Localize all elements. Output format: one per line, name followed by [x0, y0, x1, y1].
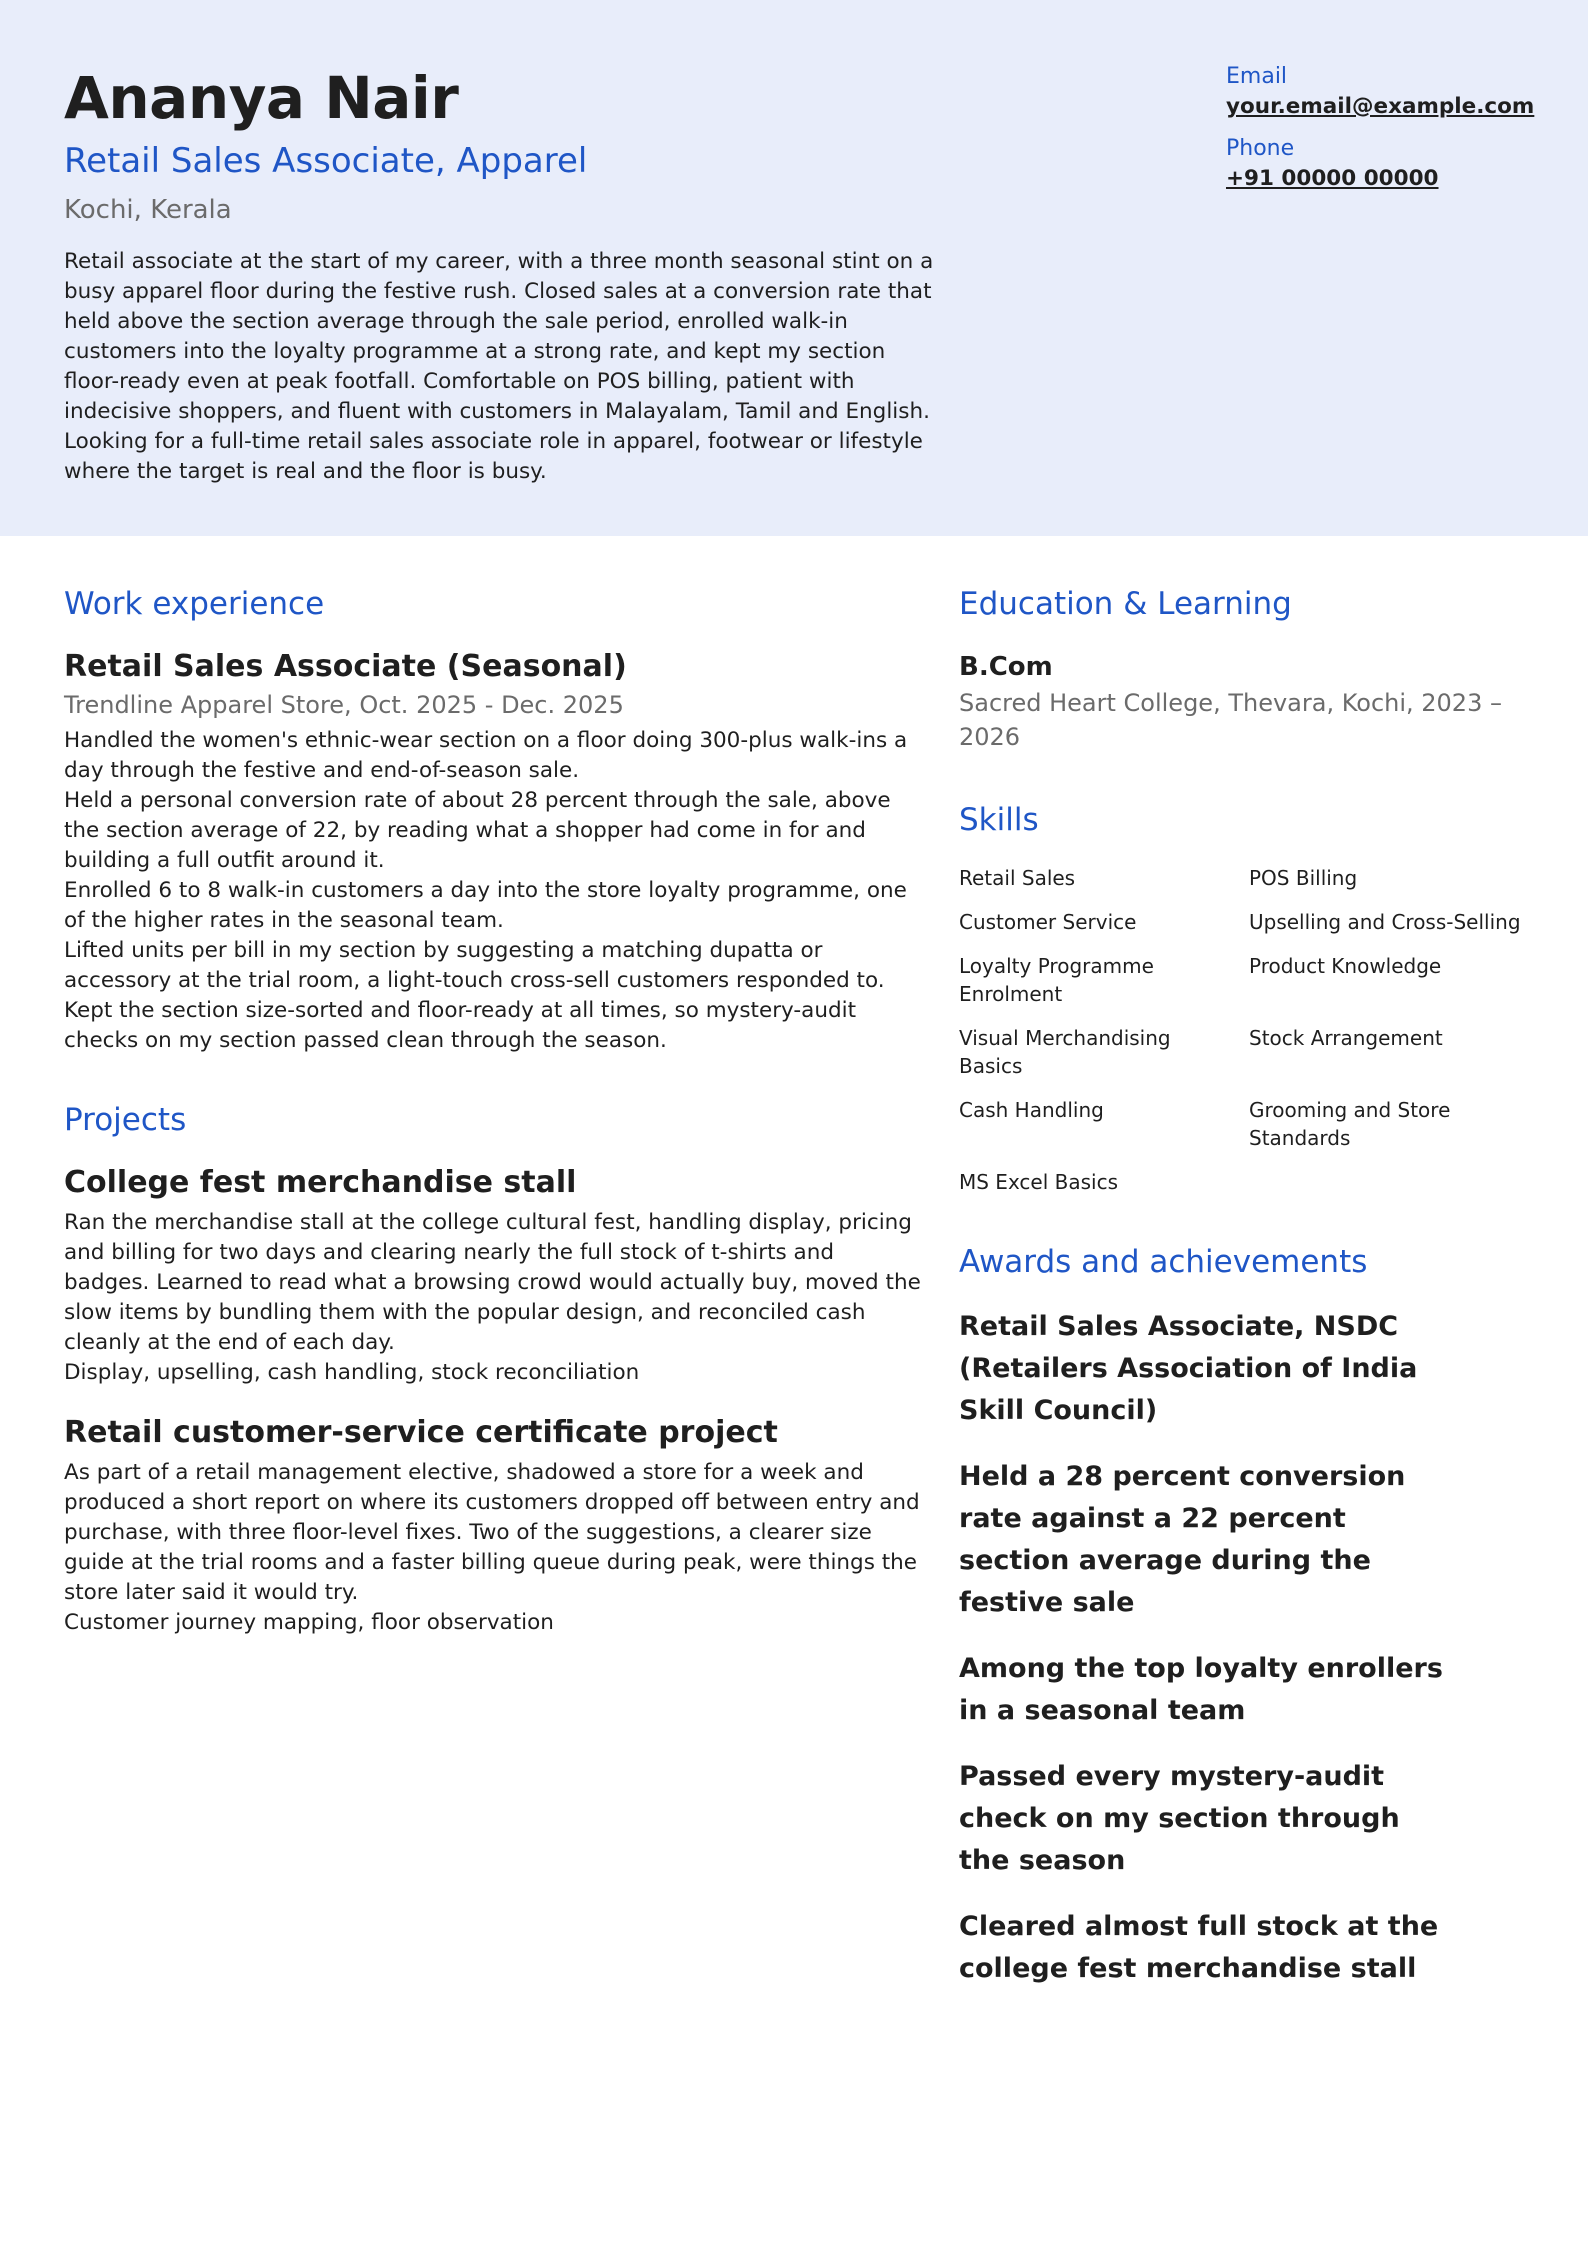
- contact-block: [1226, 62, 1566, 206]
- email-label: Email: [1226, 64, 1288, 89]
- email-group: [1226, 62, 1566, 122]
- list-item: Handled the women's ethnic-wear section on a floor doing 300-plus walk-ins a day through the festive and end-of-season sale.: [64, 728, 908, 783]
- project-skills: Display, upselling, cash handling, stock reconciliation: [64, 1360, 640, 1385]
- skill-item: POS Billing: [1249, 866, 1358, 890]
- email-link[interactable]: your.email@example.com: [1226, 94, 1535, 119]
- skill-item: Cash Handling: [959, 1098, 1104, 1122]
- awards-section: [959, 1238, 1559, 1990]
- list-item: Kept the section size-sorted and floor-ready at all times, so mystery-audit checks on my section passed clean through the season.: [64, 998, 857, 1053]
- resume-header: [0, 0, 1588, 536]
- skill-item: Grooming and Store Standards: [1249, 1098, 1451, 1150]
- phone-link[interactable]: +91 00000 00000: [1226, 166, 1439, 191]
- phone-label: Phone: [1226, 136, 1295, 161]
- job-title: Retail Sales Associate (Seasonal): [64, 649, 627, 684]
- list-item: Held a personal conversion rate of about 28 percent through the sale, above the section average of 22, by reading what a shopper had come in for and building a full outfit around it.: [64, 788, 891, 873]
- skill-item: Retail Sales: [959, 866, 1076, 890]
- skill-item: MS Excel Basics: [959, 1170, 1119, 1194]
- section-title-skills: Skills: [959, 802, 1039, 838]
- skill-item: Upselling and Cross-Selling: [1249, 910, 1521, 934]
- project-title: Retail customer-service certificate project: [64, 1415, 778, 1450]
- phone-group: [1226, 134, 1566, 194]
- skill-item: Stock Arrangement: [1249, 1026, 1443, 1050]
- section-title-work: Work experience: [64, 586, 325, 622]
- award-item: Held a 28 percent conversion rate against a 22 percent section average during the festive sale: [959, 1461, 1406, 1618]
- award-item: Passed every mystery-audit check on my section through the season: [959, 1761, 1400, 1876]
- right-column: [959, 580, 1559, 2014]
- work-experience-section: [64, 580, 924, 1056]
- projects-section: [64, 1096, 924, 1638]
- list-item: Enrolled 6 to 8 walk-in customers a day into the store loyalty programme, one of the higher rates in the seasonal team.: [64, 878, 907, 933]
- skill-item: Product Knowledge: [1249, 954, 1442, 978]
- skill-item: Loyalty Programme Enrolment: [959, 954, 1154, 1006]
- education-degree: B.Com: [959, 652, 1053, 682]
- job-bullets: [64, 726, 924, 1056]
- project-skills: Customer journey mapping, floor observation: [64, 1610, 554, 1635]
- list-item: Lifted units per bill in my section by suggesting a matching dupatta or accessory at the trial room, a light-touch cross-sell customers responded to.: [64, 938, 885, 993]
- candidate-location: Kochi, Kerala: [64, 195, 232, 225]
- profile-summary: Retail associate at the start of my career, with a three month seasonal stint on a busy apparel floor during the festive rush. Closed sales at a conversion rate that held above the section average through the sale period, enrolled walk-in customers into the loyalty programme at a strong rate, and kept my section floor-ready even at peak footfall. Comfortable on POS billing, patient with indecisive shoppers, and fluent with customers in Malayalam, Tamil and English. Looking for a full-time retail sales associate role in apparel, footwear or lifestyle where the target is real and the floor is busy.: [64, 249, 934, 484]
- project-item: [64, 1162, 924, 1388]
- job-company-dates: Trendline Apparel Store, Oct. 2025 - Dec. 2025: [64, 691, 624, 719]
- award-item: Among the top loyalty enrollers in a seasonal team: [959, 1653, 1443, 1726]
- education-section: [959, 580, 1559, 754]
- project-title: College fest merchandise stall: [64, 1165, 577, 1200]
- section-title-education: Education & Learning: [959, 586, 1292, 622]
- skills-grid: [959, 864, 1559, 1196]
- skill-item: Visual Merchandising Basics: [959, 1026, 1171, 1078]
- left-column: [64, 580, 924, 1638]
- award-item: Cleared almost full stock at the college fest merchandise stall: [959, 1911, 1439, 1984]
- project-description: Ran the merchandise stall at the college cultural fest, handling display, pricing and billing for two days and clearing nearly the full stock of t-shirts and badges. Learned to read what a browsing crowd would actually buy, moved the slow items by bundling them with the popular design, and reconciled cash cleanly at the end of each day.: [64, 1210, 921, 1355]
- project-item: [64, 1412, 924, 1638]
- section-title-projects: Projects: [64, 1102, 187, 1138]
- skills-section: [959, 796, 1559, 1196]
- skill-item: Customer Service: [959, 910, 1137, 934]
- candidate-role: Retail Sales Associate, Apparel: [64, 141, 588, 181]
- award-item: Retail Sales Associate, NSDC (Retailers Association of India Skill Council): [959, 1311, 1418, 1426]
- project-description: As part of a retail management elective, shadowed a store for a week and produced a short report on where its customers dropped off between entry and purchase, with three floor-level fixes. Two of the suggestions, a clearer size guide at the trial rooms and a faster billing queue during peak, were things the store later said it would try.: [64, 1460, 920, 1605]
- candidate-name: Ananya Nair: [64, 64, 459, 132]
- section-title-awards: Awards and achievements: [959, 1244, 1368, 1280]
- education-detail: Sacred Heart College, Thevara, Kochi, 2023 – 2026: [959, 689, 1502, 751]
